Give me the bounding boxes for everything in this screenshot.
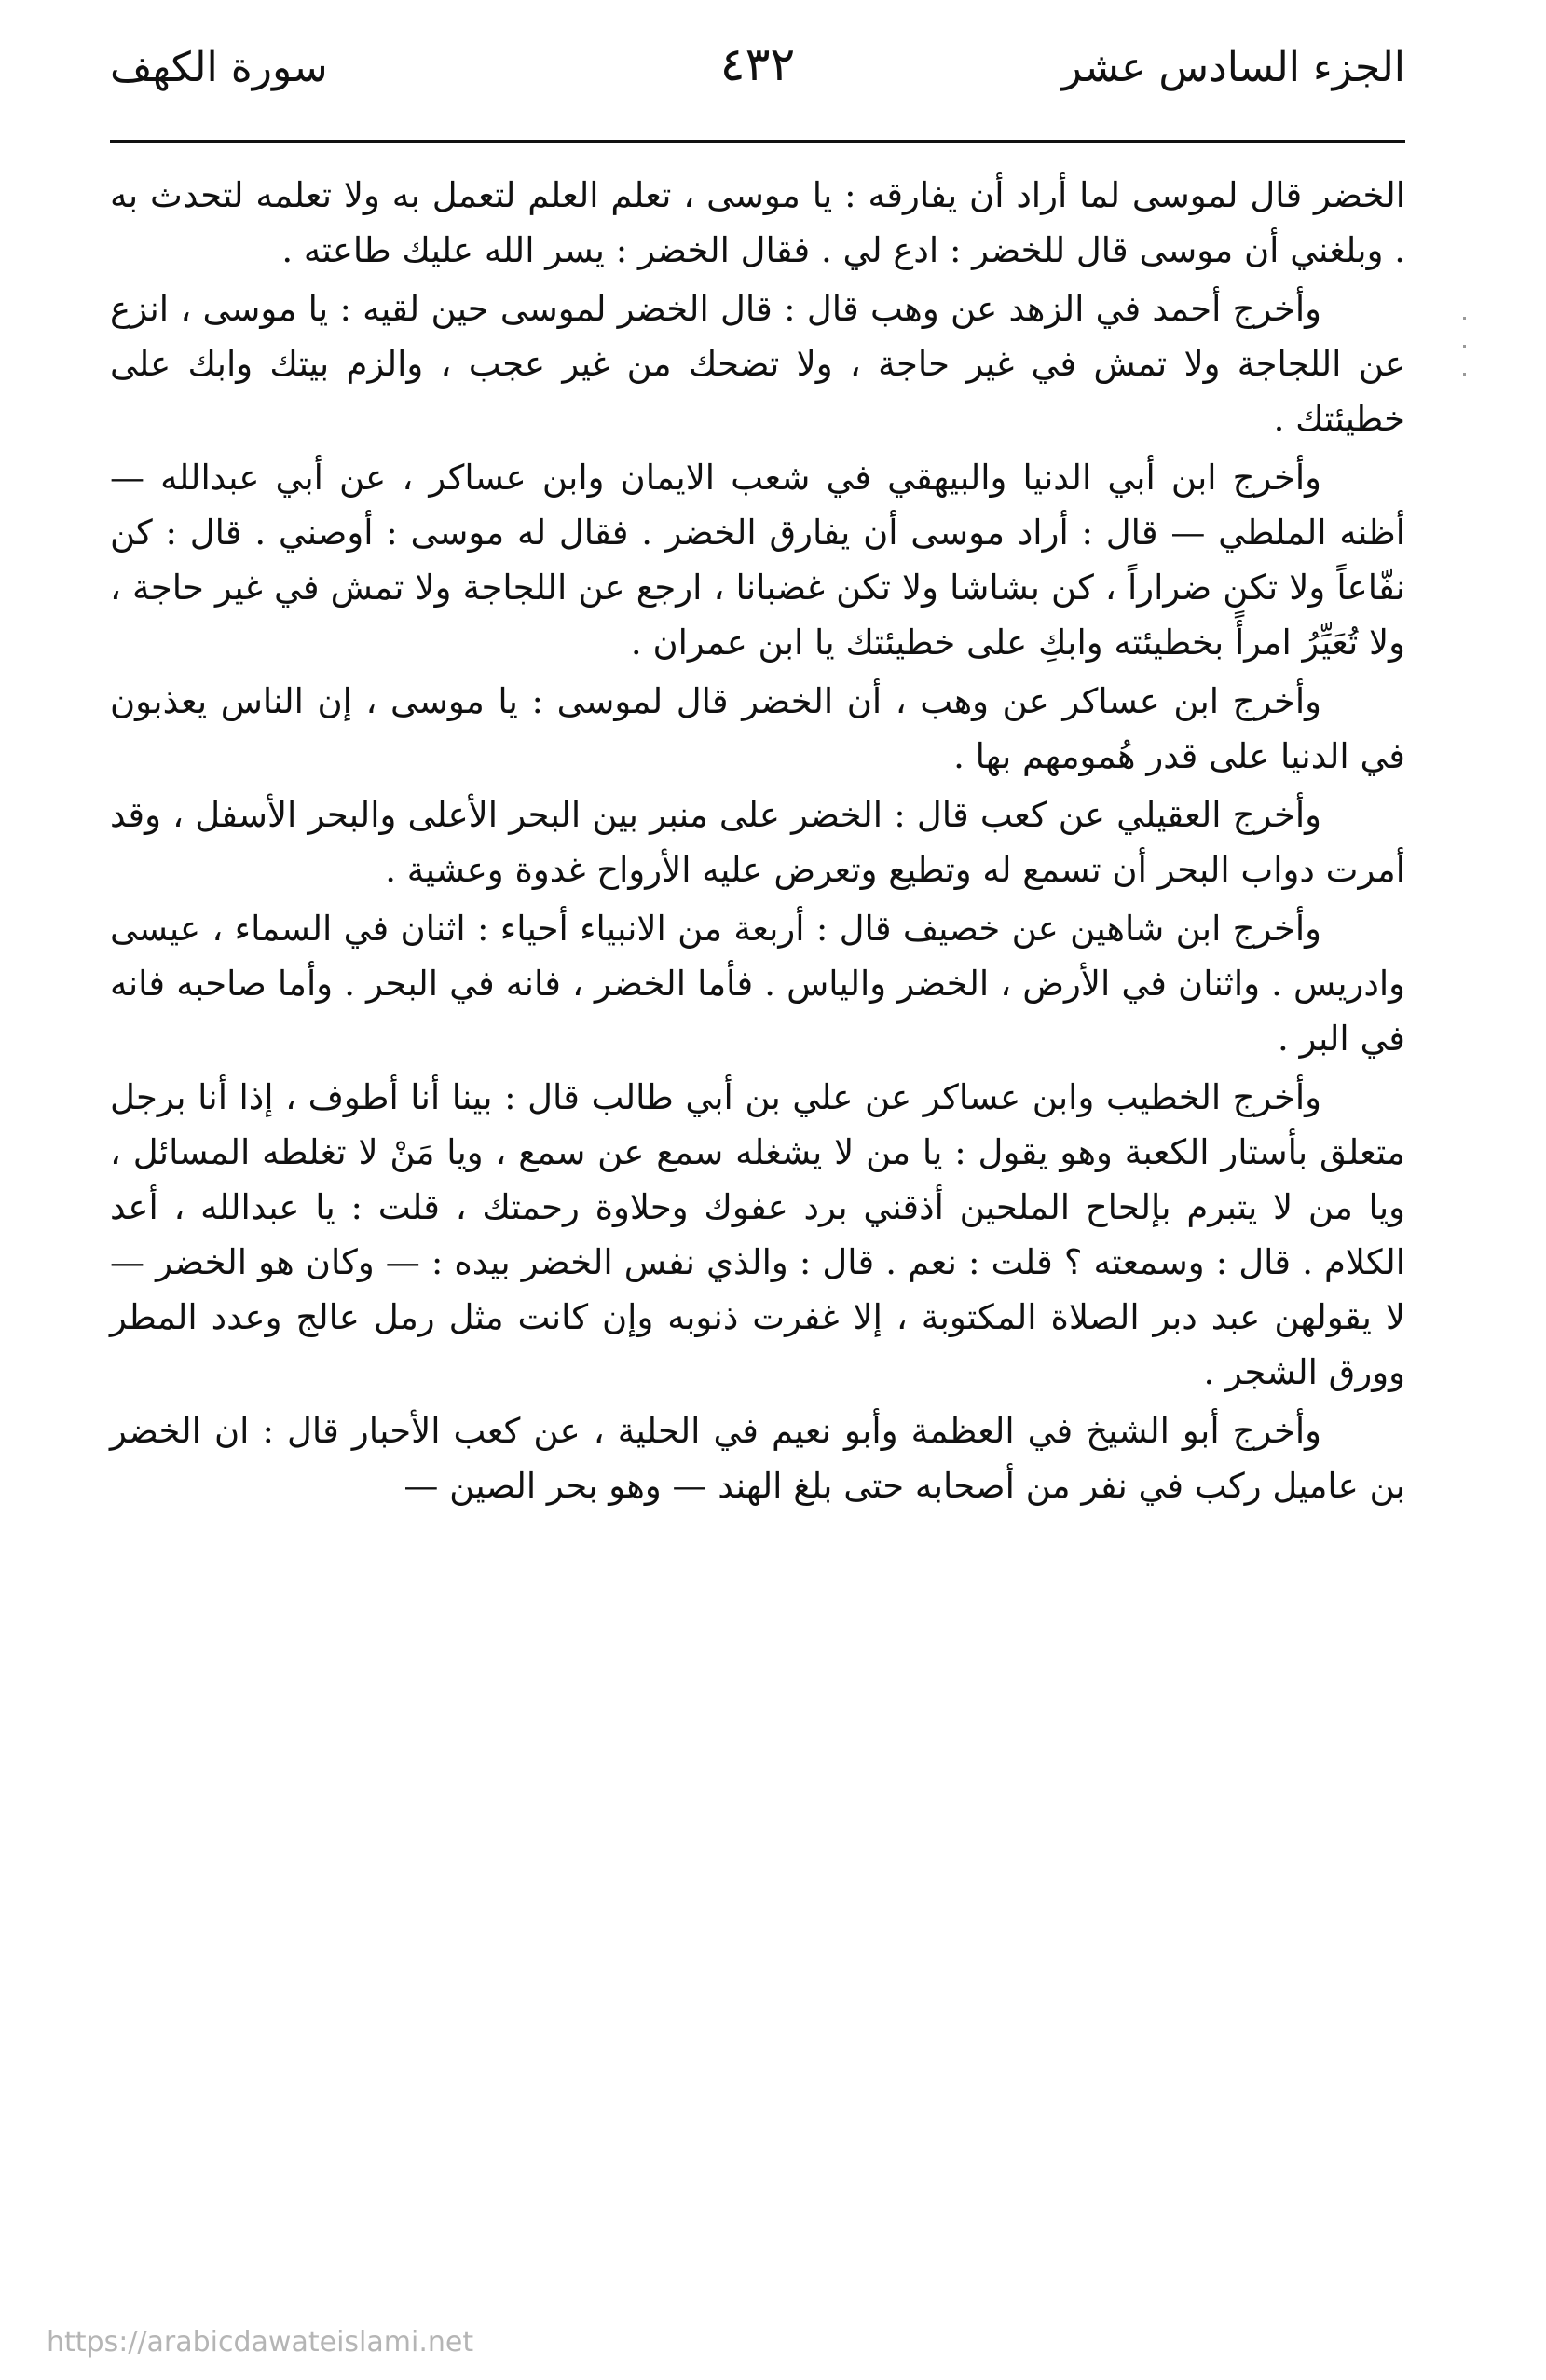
scan-speck xyxy=(1463,373,1466,376)
main-text xyxy=(110,168,1405,1517)
header-part-label: الجزء السادس عشر xyxy=(1061,44,1405,91)
watermark-url: https://arabicdawateislami.net xyxy=(47,2326,474,2359)
page-number: ٤٣٢ xyxy=(719,37,796,91)
header-surah-label: سورة الكهف xyxy=(110,44,328,91)
paragraph: وأخرج ابن أبي الدنيا والبيهقي في شعب الايمان وابن عساكر ، عن أبي عبدالله — أظنه الملطي — قال : أراد موسى أن يفارق الخضر . فقال له موسى : أوصني . قال : كن نفّاعاً ولا تكن ضراراً ، كن بشاشا ولا تكن غضبانا ، ارجع عن اللجاجة ولا تمش في غير حاجة ، ولا تُعَيِّرُ امرأً بخطيئته وابكِ على خطيئتك يا ابن عمران . xyxy=(110,458,1405,663)
paragraph: وأخرج الخطيب وابن عساكر عن علي بن أبي طالب قال : بينا أنا أطوف ، إذا أنا برجل متعلق بأستار الكعبة وهو يقول : يا من لا يشغله سمع عن سمع ، ويا مَنْ لا تغلطه المسائل ، ويا من لا يتبرم بإلحاح الملحين أذقني برد عفوك وحلاوة رحمتك ، قلت : يا عبدالله ، أعد الكلام . قال : وسمعته ؟ قلت : نعم . قال : والذي نفس الخضر بيده : — وكان هو الخضر — لا يقولهن عبد دبر الصلاة المكتوبة ، إلا غفرت ذنوبه وإن كانت مثل رمل عالج وعدد المطر وورق الشجر . xyxy=(110,1077,1405,1392)
paragraph: وأخرج أحمد في الزهد عن وهب قال : قال الخضر لموسى حين لقيه : يا موسى ، انزع عن اللجاجة ولا تمش في غير حاجة ، ولا تضحك من غير عجب ، والزم بيتك وابك على خطيئتك . xyxy=(110,289,1405,439)
header-divider xyxy=(110,140,1405,143)
running-header xyxy=(110,26,1405,129)
paragraph: وأخرج ابن شاهين عن خصيف قال : أربعة من الانبياء أحياء : اثنان في السماء ، عيسى وادريس . واثنان في الأرض ، الخضر والياس . فأما الخضر ، فانه في البحر . وأما صاحبه فانه في البر . xyxy=(110,909,1405,1059)
scan-speck xyxy=(1463,345,1466,348)
paragraph: وأخرج العقيلي عن كعب قال : الخضر على منبر بين البحر الأعلى والبحر الأسفل ، وقد أمرت دواب البحر أن تسمع له وتطيع وتعرض عليه الأرواح غدوة وعشية . xyxy=(110,795,1405,890)
paragraph: الخضر قال لموسى لما أراد أن يفارقه : يا موسى ، تعلم العلم لتعمل به ولا تعلمه لتحدث به . وبلغني أن موسى قال للخضر : ادع لي . فقال الخضر : يسر الله عليك طاعته . xyxy=(110,175,1405,270)
paragraph: وأخرج ابن عساكر عن وهب ، أن الخضر قال لموسى : يا موسى ، إن الناس يعذبون في الدنيا على قدر هُمومهم بها . xyxy=(110,681,1405,776)
paragraph: وأخرج أبو الشيخ في العظمة وأبو نعيم في الحلية ، عن كعب الأحبار قال : ان الخضر بن عاميل ركب في نفر من أصحابه حتى بلغ الهند — وهو بحر الصين — xyxy=(110,1411,1405,1506)
scan-speck xyxy=(1463,317,1466,320)
